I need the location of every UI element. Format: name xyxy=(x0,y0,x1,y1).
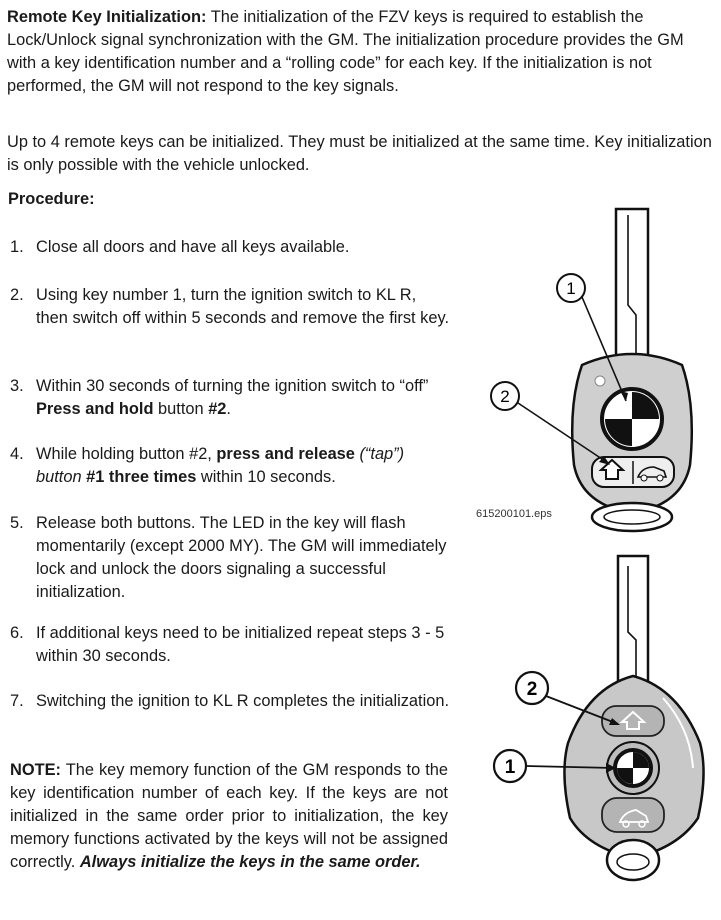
figure-caption: 615200101.eps xyxy=(476,508,552,520)
note-text: The key memory function of the GM responds to the key identification number of each key. If the keys are not initialized in the same order prior to initialization, the key memory functions activated by the keys will not be assigned correctly. xyxy=(10,761,448,871)
step-emphasis: #2 xyxy=(208,400,227,418)
step-text: Close all doors and have all keys available. xyxy=(36,238,350,256)
intro-title: Remote Key Initialization: xyxy=(7,8,207,26)
limit-text: Up to 4 remote keys can be initialized. They must be initialized at the same time. Key initialization is only possible with the vehicle unlocked. xyxy=(7,133,712,174)
step-text-part: within 10 seconds. xyxy=(196,468,336,486)
step-number: 2. xyxy=(10,286,24,304)
step-number: 6. xyxy=(10,624,24,642)
key-blade xyxy=(618,556,648,688)
step-text xyxy=(36,443,450,489)
callout-1-label: 1 xyxy=(504,757,516,778)
note-label: NOTE: xyxy=(10,761,61,779)
step-text: Using key number 1, turn the ignition switch to KL R, then switch off within 5 seconds and remove the first key. xyxy=(36,286,450,327)
limit-paragraph xyxy=(7,131,715,177)
step-text: If additional keys need to be initialized repeat steps 3 - 5 within 30 seconds. xyxy=(36,624,445,665)
step-text: Switching the ignition to KL R completes the initialization. xyxy=(36,692,450,710)
callout-1-label: 1 xyxy=(566,279,576,298)
step-number: 1. xyxy=(10,238,24,256)
step-text-part: . xyxy=(226,400,231,418)
step-emphasis: Press and hold xyxy=(36,400,154,418)
step-emphasis: press and release xyxy=(216,445,355,463)
key-figure-bottom xyxy=(478,548,715,910)
step-text xyxy=(36,375,450,421)
callout-2-label: 2 xyxy=(500,387,510,406)
step-text: Release both buttons. The LED in the key will flash momentarily (except 2000 MY). The GM will immediately lock and unlock the doors signaling a successful initialization. xyxy=(36,514,447,601)
step-number: 7. xyxy=(10,692,24,710)
step-text-part: (“tap”) button xyxy=(36,445,405,486)
key-blade xyxy=(616,209,648,365)
note-emphasis: Always initialize the keys in the same order. xyxy=(79,853,421,871)
procedure-heading: Procedure: xyxy=(8,190,95,208)
step-number: 5. xyxy=(10,514,24,532)
step-text-part: While holding button #2, xyxy=(36,445,217,463)
step-text-part: Within 30 seconds of turning the ignition switch to “off” xyxy=(36,377,429,395)
callout-2-label: 2 xyxy=(526,679,538,700)
step-number: 3. xyxy=(10,377,24,395)
intro-paragraph xyxy=(7,6,715,98)
step-number: 4. xyxy=(10,445,24,463)
note-paragraph xyxy=(10,759,448,874)
step-emphasis: #1 three times xyxy=(86,468,197,486)
intro-text: The initialization of the FZV keys is required to establish the Lock/Unlock signal synchronization with the GM. The initialization procedure provides the GM with a key identification number and a “rolling code” for each key. If the initialization is not performed, the GM will not respond to the key signals. xyxy=(7,8,684,95)
key-figure-top xyxy=(470,205,715,535)
step-text-part: button xyxy=(153,400,209,418)
